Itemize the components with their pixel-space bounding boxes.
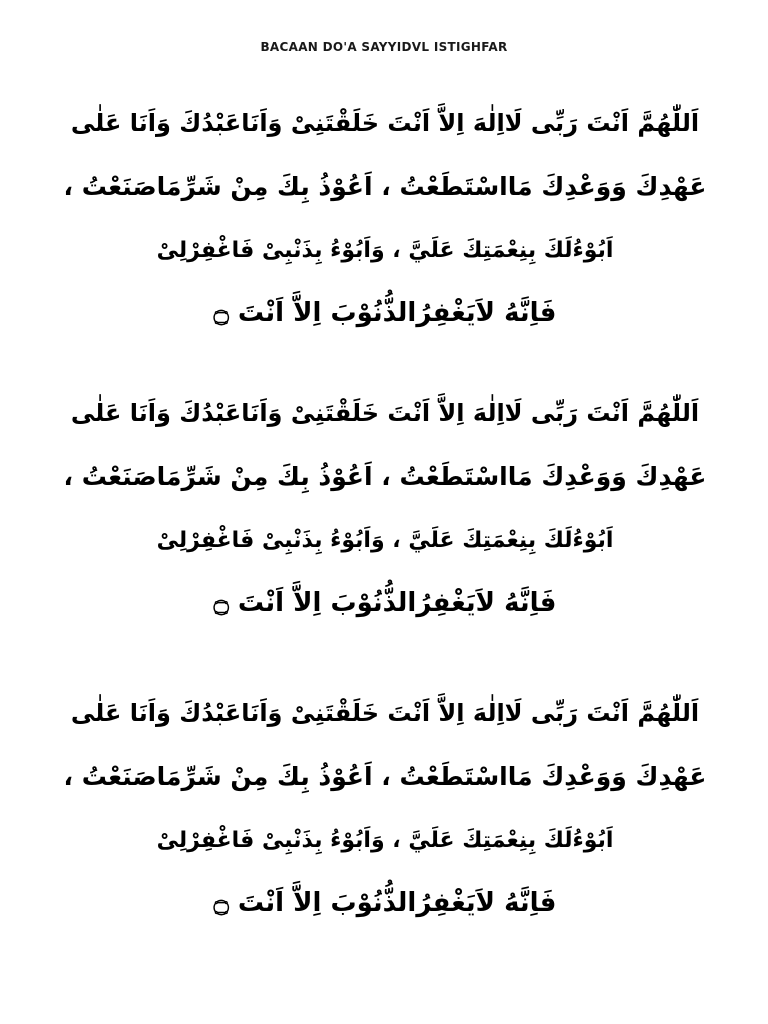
dua-line-3: اَبُوْءُلَكَ بِنِعْمَتِكَ عَلَيَّ ، وَاَبُوْءُ بِذَنْبِىْ فَاغْفِرْلِىْ (156, 828, 614, 853)
dua-line-1: اَللّٰهُمَّ اَنْتَ رَبِّى لَااِلٰهَ اِلاَّ اَنْتَ خَلَقْتَنِىْ وَاَنَاعَبْدُكَ وَاَنَا عَلٰى (70, 699, 700, 727)
dua-line-3: اَبُوْءُلَكَ بِنِعْمَتِكَ عَلَيَّ ، وَاَبُوْءُ بِذَنْبِىْ فَاغْفِرْلِىْ (156, 238, 614, 263)
dua-line-2: عَهْدِكَ وَوَعْدِكَ مَااسْتَطَعْتُ ، اَعُوْذُ بِكَ مِنْ شَرِّمَاصَنَعْتُ ، (63, 172, 707, 201)
dua-line-4: فَاِنَّهُ لاَيَغْفِرُالذُّنُوْبَ اِلاَّ اَنْتَ ۝ (213, 588, 557, 618)
dua-line-1: اَللّٰهُمَّ اَنْتَ رَبِّى لَااِلٰهَ اِلاَّ اَنْتَ خَلَقْتَنِىْ وَاَنَاعَبْدُكَ وَاَنَا عَلٰى (70, 399, 700, 427)
dua-line-2: عَهْدِكَ وَوَعْدِكَ مَااسْتَطَعْتُ ، اَعُوْذُ بِكَ مِنْ شَرِّمَاصَنَعْتُ ، (63, 462, 707, 491)
dua-line-4: فَاِنَّهُ لاَيَغْفِرُالذُّنُوْبَ اِلاَّ اَنْتَ ۝ (213, 888, 557, 918)
dua-line-4: فَاِنَّهُ لاَيَغْفِرُالذُّنُوْبَ اِلاَّ اَنْتَ ۝ (213, 298, 557, 328)
dua-line-3: اَبُوْءُلَكَ بِنِعْمَتِكَ عَلَيَّ ، وَاَبُوْءُ بِذَنْبِىْ فَاغْفِرْلِىْ (156, 528, 614, 553)
dua-line-1: اَللّٰهُمَّ اَنْتَ رَبِّى لَااِلٰهَ اِلاَّ اَنْتَ خَلَقْتَنِىْ وَاَنَاعَبْدُكَ وَاَنَا عَلٰى (70, 109, 700, 137)
dua-line-2: عَهْدِكَ وَوَعْدِكَ مَااسْتَطَعْتُ ، اَعُوْذُ بِكَ مِنْ شَرِّمَاصَنَعْتُ ، (63, 762, 707, 791)
page-title: BACAAN DO'A SAYYIDVL ISTIGHFAR (260, 40, 508, 54)
